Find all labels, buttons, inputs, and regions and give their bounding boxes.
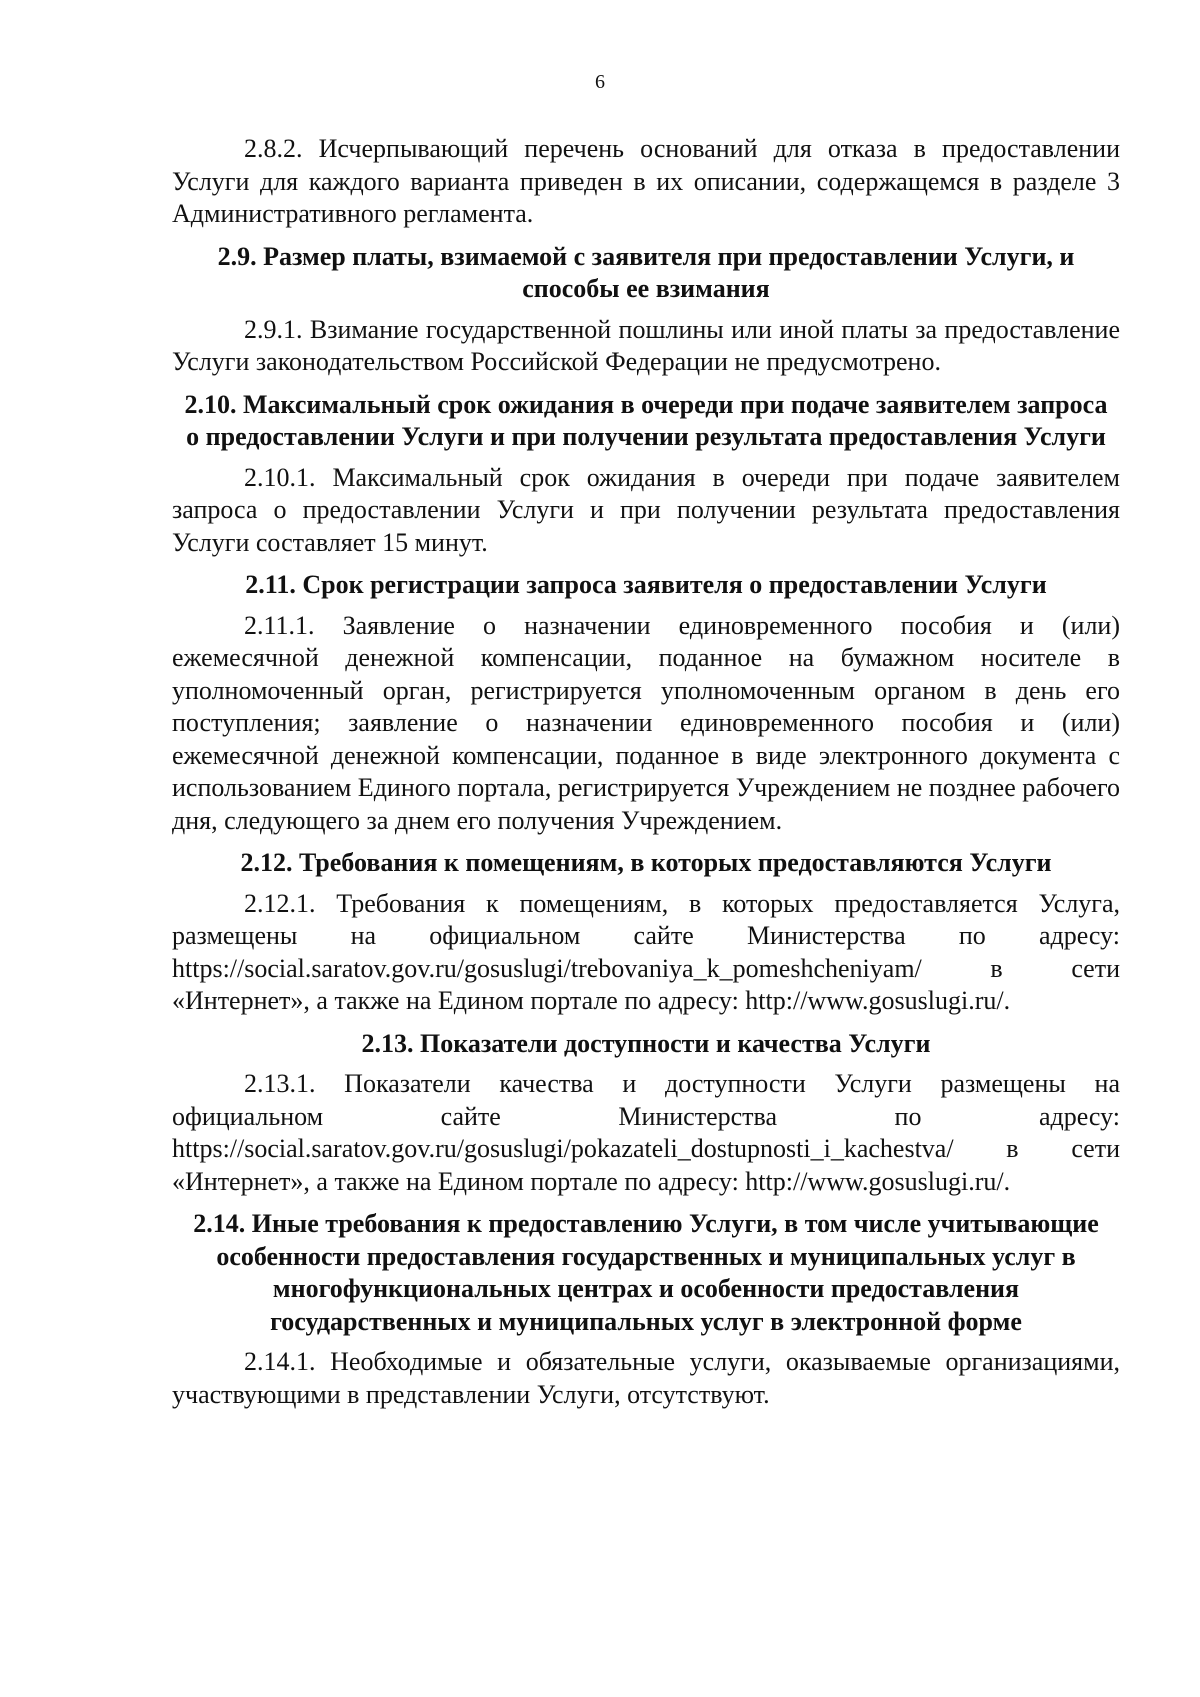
heading-2-11: 2.11. Срок регистрации запроса заявителя о предоставлении Услуги bbox=[245, 570, 1047, 599]
paragraph-2-9-1: 2.9.1. Взимание государственной пошлины или иной платы за предоставление Услуги законодательством Российской Федерации не предусмотрено. bbox=[172, 314, 1120, 376]
paragraph-2-13-1: 2.13.1. Показатели качества и доступности Услуги размещены на официальном сайте Министерства по адресу: https://social.saratov.gov.ru/gosuslugi/pokazateli_dostupnosti_i_kachestva/ в сети «Интернет», а также на Едином портале по адресу: http://www.gosuslugi.ru/. bbox=[172, 1069, 1120, 1196]
paragraph-2-12-1: 2.12.1. Требования к помещениям, в которых предоставляется Услуга, размещены на официальном сайте Министерства по адресу: https://social.saratov.gov.ru/gosuslugi/trebovaniya_k_pomeshcheniyam/ в сети «Интернет», а также на Едином портале по адресу: http://www.gosuslugi.ru/. bbox=[172, 888, 1120, 1015]
document-body bbox=[172, 133, 1120, 1411]
paragraph-2-11-1: 2.11.1. Заявление о назначении единовременного пособия и (или) ежемесячной денежной компенсации, поданное на бумажном носителе в уполномоченный орган, регистрируется уполномоченным органом в день его поступления; заявление о назначении единовременного пособия и (или) ежемесячной денежной компенсации, поданное в виде электронного документа с использованием Единого портала, регистрируется Учреждением не позднее рабочего дня, следующего за днем его получения Учреждением. bbox=[172, 610, 1120, 835]
paragraph-2-14-1: 2.14.1. Необходимые и обязательные услуги, оказываемые организациями, участвующими в представлении Услуги, отсутствуют. bbox=[172, 1347, 1120, 1409]
heading-2-9: 2.9. Размер платы, взимаемой с заявителя при предоставлении Услуги, и способы ее взимания bbox=[217, 241, 1075, 303]
heading-2-10: 2.10. Максимальный срок ожидания в очереди при подаче заявителем запроса о предоставлении Услуги и при получении результата предоставления Услуги bbox=[184, 389, 1108, 451]
heading-2-14: 2.14. Иные требования к предоставлению Услуги, в том числе учитывающие особенности предоставления государственных и муниципальных услуг в многофункциональных центрах и особенности предоставления государственных и муниципальных услуг в электронной форме bbox=[193, 1209, 1099, 1336]
page-number: 6 bbox=[595, 71, 605, 93]
paragraph-2-8-2: 2.8.2. Исчерпывающий перечень оснований для отказа в предоставлении Услуги для каждого варианта приведен в их описании, содержащемся в разделе 3 Административного регламента. bbox=[172, 134, 1120, 228]
heading-2-13: 2.13. Показатели доступности и качества Услуги bbox=[361, 1028, 931, 1058]
heading-2-12: 2.12. Требования к помещениям, в которых предоставляются Услуги bbox=[240, 848, 1052, 877]
paragraph-2-10-1: 2.10.1. Максимальный срок ожидания в очереди при подаче заявителем запроса о предоставлении Услуги и при получении результата предоставления Услуги составляет 15 минут. bbox=[172, 462, 1120, 557]
